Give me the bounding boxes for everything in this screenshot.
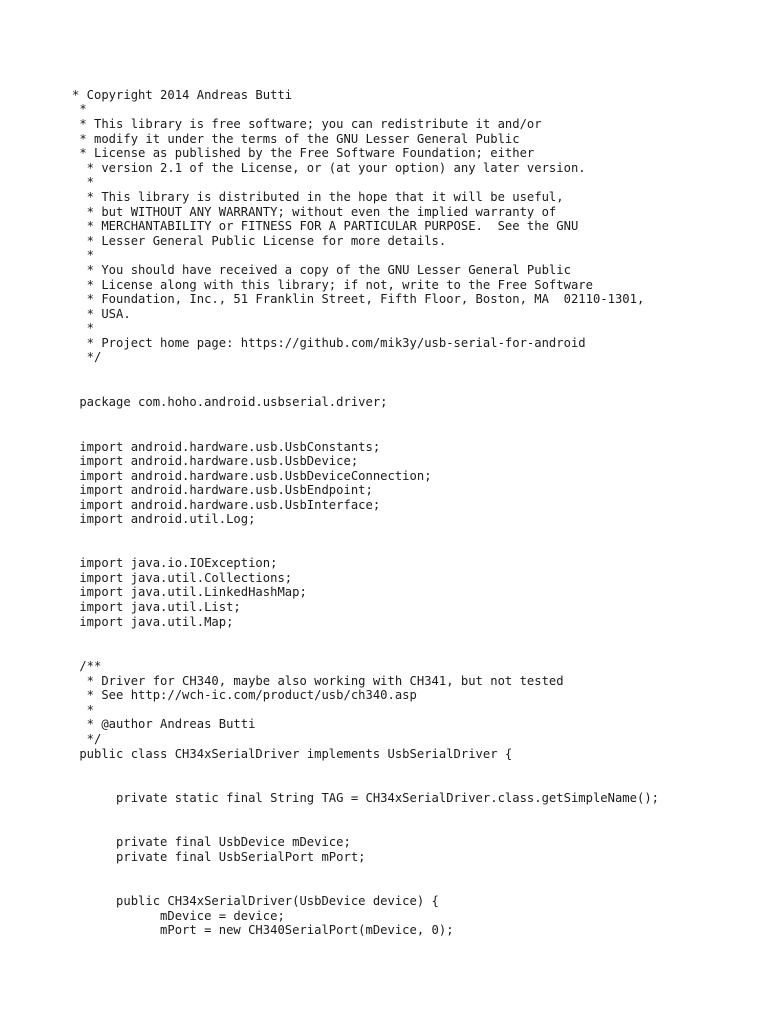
code-line: * [72, 248, 95, 262]
code-line: * version 2.1 of the License, or (at your option) any later version. [72, 161, 586, 175]
code-line: * License as published by the Free Software Foundation; either [72, 146, 535, 160]
code-line: * This library is distributed in the hope that it will be useful, [72, 190, 564, 204]
code-line: * License along with this library; if not, write to the Free Software [72, 278, 593, 292]
code-line: import android.hardware.usb.UsbDeviceConnection; [72, 469, 432, 483]
code-line: * USA. [72, 307, 131, 321]
code-line: * [72, 321, 95, 335]
code-line: public class CH34xSerialDriver implements UsbSerialDriver { [72, 747, 513, 761]
code-line: import java.util.LinkedHashMap; [72, 585, 307, 599]
code-line: * [72, 175, 95, 189]
code-line: * [72, 703, 95, 717]
code-line: * See http://wch-ic.com/product/usb/ch340.asp [72, 688, 417, 702]
code-line: import java.io.IOException; [72, 556, 278, 570]
code-line: * This library is free software; you can redistribute it and/or [72, 117, 542, 131]
code-line: * but WITHOUT ANY WARRANTY; without even the implied warranty of [72, 205, 557, 219]
code-line: * Copyright 2014 Andreas Butti [72, 88, 293, 102]
code-line: * MERCHANTABILITY or FITNESS FOR A PARTICULAR PURPOSE. See the GNU [72, 219, 579, 233]
code-line: * Foundation, Inc., 51 Franklin Street, Fifth Floor, Boston, MA 02110-1301, [72, 292, 645, 306]
code-line: * modify it under the terms of the GNU Lesser General Public [72, 132, 520, 146]
code-line: public CH34xSerialDriver(UsbDevice device) { [72, 894, 439, 908]
code-line: private final UsbSerialPort mPort; [72, 850, 366, 864]
code-line: import java.util.List; [72, 600, 241, 614]
code-line: * Driver for CH340, maybe also working with CH341, but not tested [72, 674, 564, 688]
code-line: * You should have received a copy of the GNU Lesser General Public [72, 263, 571, 277]
code-line: /** [72, 659, 102, 673]
code-line: import android.util.Log; [72, 512, 256, 526]
code-line: * Lesser General Public License for more details. [72, 234, 447, 248]
code-line: import java.util.Collections; [72, 571, 293, 585]
code-line: * @author Andreas Butti [72, 717, 256, 731]
code-line: import android.hardware.usb.UsbConstants; [72, 440, 381, 454]
code-line: package com.hoho.android.usbserial.driver; [72, 395, 388, 409]
code-line: import android.hardware.usb.UsbDevice; [72, 454, 359, 468]
code-line: import android.hardware.usb.UsbInterface; [72, 498, 381, 512]
code-line: * Project home page: https://github.com/mik3y/usb-serial-for-android [72, 336, 586, 350]
code-line: */ [72, 732, 102, 746]
code-line: import android.hardware.usb.UsbEndpoint; [72, 483, 373, 497]
code-line: mPort = new CH340SerialPort(mDevice, 0); [72, 923, 454, 937]
code-line: private static final String TAG = CH34xSerialDriver.class.getSimpleName(); [72, 791, 659, 805]
code-line: mDevice = device; [72, 909, 285, 923]
code-line: * [72, 102, 87, 116]
code-line: */ [72, 350, 102, 364]
code-line: import java.util.Map; [72, 615, 234, 629]
code-line: private final UsbDevice mDevice; [72, 835, 351, 849]
